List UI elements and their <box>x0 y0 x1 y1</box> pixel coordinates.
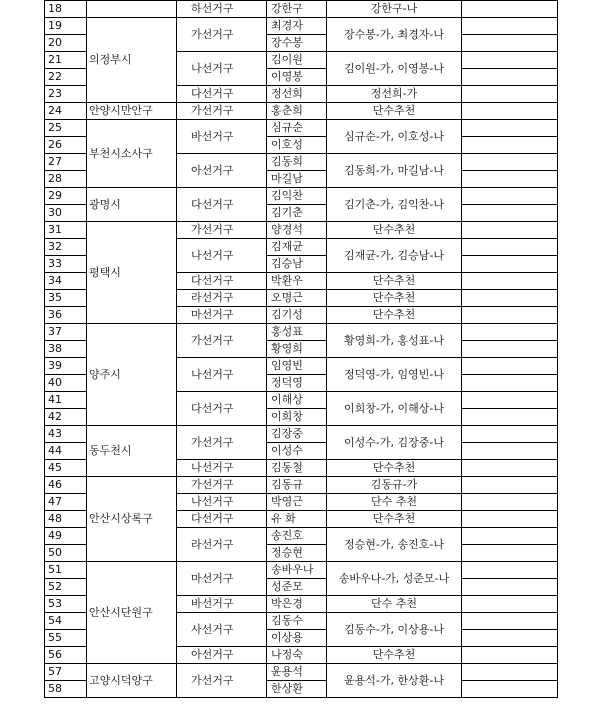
candidate-cell: 강한구 <box>267 1 327 18</box>
note-cell <box>462 341 558 358</box>
note-cell <box>462 545 558 562</box>
note-cell <box>462 205 558 222</box>
candidate-cell: 한상환 <box>267 681 327 698</box>
table-row <box>45 18 558 35</box>
district-cell: 가선거구 <box>177 324 267 358</box>
row-number: 32 <box>45 239 87 256</box>
row-number: 23 <box>45 86 87 103</box>
district-cell: 바선거구 <box>177 596 267 613</box>
note-cell <box>462 647 558 664</box>
row-number: 41 <box>45 392 87 409</box>
candidate-cell: 나정숙 <box>267 647 327 664</box>
candidate-cell: 김동철 <box>267 460 327 477</box>
table-row <box>45 664 558 681</box>
region-cell <box>87 1 177 18</box>
result-cell: 단수 추천 <box>327 596 462 613</box>
district-cell: 다선거구 <box>177 86 267 103</box>
note-cell <box>462 188 558 205</box>
candidate-cell: 이성수 <box>267 443 327 460</box>
candidate-cell: 김장중 <box>267 426 327 443</box>
note-cell <box>462 579 558 596</box>
result-cell: 송바우나-가, 성준모-나 <box>327 562 462 596</box>
note-cell <box>462 256 558 273</box>
row-number: 21 <box>45 52 87 69</box>
district-cell: 가선거구 <box>177 222 267 239</box>
result-cell: 단수추천 <box>327 647 462 664</box>
district-cell: 바선거구 <box>177 120 267 154</box>
row-number: 28 <box>45 171 87 188</box>
table-row <box>45 324 558 341</box>
candidate-cell: 김기춘 <box>267 205 327 222</box>
row-number: 50 <box>45 545 87 562</box>
table-body <box>45 1 558 698</box>
row-number: 26 <box>45 137 87 154</box>
candidate-cell: 정덕영 <box>267 375 327 392</box>
district-cell: 사선거구 <box>177 613 267 647</box>
note-cell <box>462 630 558 647</box>
note-cell <box>462 375 558 392</box>
note-cell <box>462 477 558 494</box>
candidate-cell: 심규순 <box>267 120 327 137</box>
note-cell <box>462 596 558 613</box>
row-number: 31 <box>45 222 87 239</box>
candidate-cell: 박은경 <box>267 596 327 613</box>
row-number: 25 <box>45 120 87 137</box>
region-cell: 안산시상록구 <box>87 477 177 562</box>
result-cell: 단수추천 <box>327 222 462 239</box>
district-cell: 다선거구 <box>177 511 267 528</box>
note-cell <box>462 528 558 545</box>
table-row <box>45 188 558 205</box>
nomination-table <box>44 0 558 698</box>
district-cell: 마선거구 <box>177 307 267 324</box>
note-cell <box>462 307 558 324</box>
candidate-cell: 김익찬 <box>267 188 327 205</box>
note-cell <box>462 52 558 69</box>
candidate-cell: 김동규 <box>267 477 327 494</box>
candidate-cell: 오명근 <box>267 290 327 307</box>
note-cell <box>462 154 558 171</box>
row-number: 37 <box>45 324 87 341</box>
result-cell: 김동수-가, 이상용-나 <box>327 613 462 647</box>
district-cell: 다선거구 <box>177 188 267 222</box>
result-cell: 단수추천 <box>327 103 462 120</box>
region-cell: 부천시소사구 <box>87 120 177 188</box>
region-cell: 동두천시 <box>87 426 177 477</box>
district-cell: 가선거구 <box>177 18 267 52</box>
district-cell: 가선거구 <box>177 477 267 494</box>
note-cell <box>462 69 558 86</box>
candidate-cell: 김재균 <box>267 239 327 256</box>
candidate-cell: 성준모 <box>267 579 327 596</box>
row-number: 51 <box>45 562 87 579</box>
district-cell: 마선거구 <box>177 562 267 596</box>
candidate-cell: 윤용석 <box>267 664 327 681</box>
candidate-cell: 최경자 <box>267 18 327 35</box>
row-number: 48 <box>45 511 87 528</box>
note-cell <box>462 358 558 375</box>
district-cell: 나선거구 <box>177 358 267 392</box>
district-cell: 라선거구 <box>177 290 267 307</box>
row-number: 24 <box>45 103 87 120</box>
region-cell: 광명시 <box>87 188 177 222</box>
table-row <box>45 426 558 443</box>
candidate-cell: 장수봉 <box>267 35 327 52</box>
note-cell <box>462 239 558 256</box>
result-cell: 단수추천 <box>327 273 462 290</box>
candidate-cell: 홍성표 <box>267 324 327 341</box>
row-number: 19 <box>45 18 87 35</box>
district-cell: 아선거구 <box>177 647 267 664</box>
candidate-cell: 홍춘희 <box>267 103 327 120</box>
row-number: 54 <box>45 613 87 630</box>
note-cell <box>462 494 558 511</box>
table-row <box>45 103 558 120</box>
candidate-cell: 이해상 <box>267 392 327 409</box>
result-cell: 김동규-가 <box>327 477 462 494</box>
region-cell: 평택시 <box>87 222 177 324</box>
row-number: 22 <box>45 69 87 86</box>
row-number: 49 <box>45 528 87 545</box>
note-cell <box>462 120 558 137</box>
result-cell: 이성수-가, 김장중-나 <box>327 426 462 460</box>
candidate-cell: 유 화 <box>267 511 327 528</box>
district-cell: 라선거구 <box>177 528 267 562</box>
result-cell: 황영희-가, 홍성표-나 <box>327 324 462 358</box>
note-cell <box>462 460 558 477</box>
row-number: 33 <box>45 256 87 273</box>
result-cell: 윤용석-가, 한상환-나 <box>327 664 462 698</box>
row-number: 20 <box>45 35 87 52</box>
candidate-cell: 이영봉 <box>267 69 327 86</box>
note-cell <box>462 137 558 154</box>
district-cell: 나선거구 <box>177 494 267 511</box>
result-cell: 김동희-가, 마길남-나 <box>327 154 462 188</box>
row-number: 47 <box>45 494 87 511</box>
result-cell: 정덕영-가, 임영빈-나 <box>327 358 462 392</box>
row-number: 58 <box>45 681 87 698</box>
candidate-cell: 송바우나 <box>267 562 327 579</box>
region-cell: 안양시만안구 <box>87 103 177 120</box>
row-number: 40 <box>45 375 87 392</box>
row-number: 29 <box>45 188 87 205</box>
result-cell: 이희창-가, 이해상-나 <box>327 392 462 426</box>
candidate-cell: 이희창 <box>267 409 327 426</box>
candidate-cell: 박영근 <box>267 494 327 511</box>
row-number: 34 <box>45 273 87 290</box>
candidate-cell: 정승현 <box>267 545 327 562</box>
note-cell <box>462 324 558 341</box>
note-cell <box>462 103 558 120</box>
candidate-cell: 마길남 <box>267 171 327 188</box>
note-cell <box>462 1 558 18</box>
row-number: 27 <box>45 154 87 171</box>
result-cell: 심규순-가, 이호성-나 <box>327 120 462 154</box>
row-number: 43 <box>45 426 87 443</box>
district-cell: 다선거구 <box>177 273 267 290</box>
district-cell: 아선거구 <box>177 154 267 188</box>
district-cell: 나선거구 <box>177 460 267 477</box>
result-cell: 김기춘-가, 김익찬-나 <box>327 188 462 222</box>
note-cell <box>462 18 558 35</box>
candidate-cell: 김승남 <box>267 256 327 273</box>
row-number: 42 <box>45 409 87 426</box>
row-number: 18 <box>45 1 87 18</box>
district-cell: 가선거구 <box>177 426 267 460</box>
result-cell: 단수추천 <box>327 511 462 528</box>
result-cell: 강한구-나 <box>327 1 462 18</box>
row-number: 36 <box>45 307 87 324</box>
note-cell <box>462 171 558 188</box>
candidate-cell: 김이원 <box>267 52 327 69</box>
result-cell: 단수 추천 <box>327 494 462 511</box>
table-row <box>45 477 558 494</box>
candidate-cell: 이호성 <box>267 137 327 154</box>
district-cell: 나선거구 <box>177 239 267 273</box>
region-cell: 의정부시 <box>87 18 177 103</box>
row-number: 55 <box>45 630 87 647</box>
row-number: 38 <box>45 341 87 358</box>
candidate-cell: 정선희 <box>267 86 327 103</box>
candidate-cell: 황영희 <box>267 341 327 358</box>
candidate-cell: 김기성 <box>267 307 327 324</box>
result-cell: 김재균-가, 김승남-나 <box>327 239 462 273</box>
district-cell: 다선거구 <box>177 392 267 426</box>
candidate-cell: 박환우 <box>267 273 327 290</box>
region-cell: 양주시 <box>87 324 177 426</box>
row-number: 45 <box>45 460 87 477</box>
result-cell: 단수추천 <box>327 290 462 307</box>
note-cell <box>462 443 558 460</box>
note-cell <box>462 681 558 698</box>
note-cell <box>462 35 558 52</box>
row-number: 46 <box>45 477 87 494</box>
region-cell: 안산시단원구 <box>87 562 177 664</box>
note-cell <box>462 613 558 630</box>
note-cell <box>462 562 558 579</box>
table-row <box>45 1 558 18</box>
result-cell: 정승현-가, 송진호-나 <box>327 528 462 562</box>
row-number: 52 <box>45 579 87 596</box>
table-row <box>45 120 558 137</box>
table-row <box>45 222 558 239</box>
candidate-cell: 이상용 <box>267 630 327 647</box>
row-number: 57 <box>45 664 87 681</box>
candidate-cell: 김동희 <box>267 154 327 171</box>
row-number: 44 <box>45 443 87 460</box>
note-cell <box>462 86 558 103</box>
result-cell: 단수추천 <box>327 307 462 324</box>
district-cell: 가선거구 <box>177 103 267 120</box>
row-number: 56 <box>45 647 87 664</box>
district-cell: 하선거구 <box>177 1 267 18</box>
note-cell <box>462 409 558 426</box>
result-cell: 장수봉-가, 최경자-나 <box>327 18 462 52</box>
note-cell <box>462 273 558 290</box>
note-cell <box>462 392 558 409</box>
district-cell: 가선거구 <box>177 664 267 698</box>
candidate-cell: 송진호 <box>267 528 327 545</box>
note-cell <box>462 511 558 528</box>
region-cell: 고양시덕양구 <box>87 664 177 698</box>
result-cell: 정선희-가 <box>327 86 462 103</box>
row-number: 35 <box>45 290 87 307</box>
table-row <box>45 562 558 579</box>
note-cell <box>462 290 558 307</box>
candidate-cell: 임영빈 <box>267 358 327 375</box>
result-cell: 단수추천 <box>327 460 462 477</box>
row-number: 39 <box>45 358 87 375</box>
note-cell <box>462 222 558 239</box>
candidate-cell: 양경석 <box>267 222 327 239</box>
candidate-cell: 김동수 <box>267 613 327 630</box>
note-cell <box>462 664 558 681</box>
row-number: 53 <box>45 596 87 613</box>
note-cell <box>462 426 558 443</box>
district-cell: 나선거구 <box>177 52 267 86</box>
row-number: 30 <box>45 205 87 222</box>
result-cell: 김이원-가, 이영봉-나 <box>327 52 462 86</box>
